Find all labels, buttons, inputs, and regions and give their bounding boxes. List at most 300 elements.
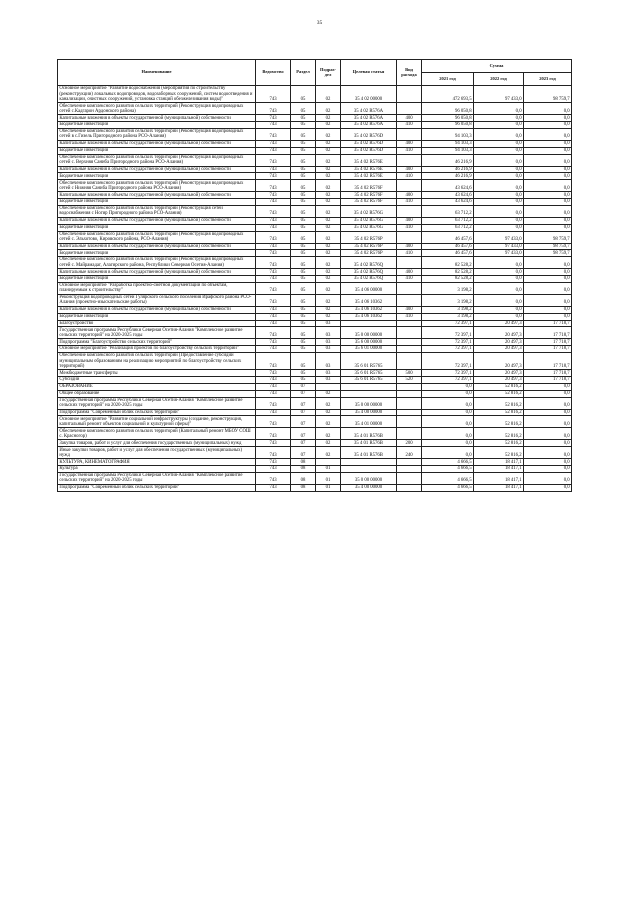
table-row <box>58 428 572 440</box>
cell-name: Бюджетные инвестиции <box>58 147 256 154</box>
cell-expense <box>397 327 422 339</box>
cell-section: 05 <box>291 306 316 313</box>
cell-ministry: 743 <box>256 147 291 154</box>
table-row <box>58 320 572 327</box>
cell-target <box>341 383 397 390</box>
cell-2023: 0,0 <box>524 397 572 409</box>
cell-expense: 410 <box>397 224 422 231</box>
cell-target: 35 4 00 00000 <box>341 484 397 491</box>
cell-subsection: 03 <box>316 377 341 384</box>
cell-target: 35 4 02 R576D <box>341 147 397 154</box>
cell-target: 35 4 02 R576F <box>341 192 397 199</box>
cell-2021: 63 712,2 <box>422 224 474 231</box>
cell-ministry: 743 <box>256 428 291 440</box>
table-row <box>58 459 572 466</box>
cell-2023: 0,0 <box>524 217 572 224</box>
cell-ministry: 743 <box>256 128 291 140</box>
cell-expense <box>397 320 422 327</box>
cell-2023: 17 718,7 <box>524 327 572 339</box>
cell-2022: 20 497,3 <box>474 339 524 346</box>
cell-2021: 46 216,9 <box>422 166 474 173</box>
table-row <box>58 205 572 217</box>
cell-subsection: 02 <box>316 294 341 306</box>
cell-section: 05 <box>291 122 316 129</box>
cell-expense: 400 <box>397 269 422 276</box>
cell-section: 08 <box>291 484 316 491</box>
cell-name: Государственная программа Республики Северная Осетия-Алания "Комплексное развитие сельских территорий" на 2020-2025 годы <box>58 327 256 339</box>
cell-ministry: 743 <box>256 276 291 283</box>
table-row <box>58 180 572 192</box>
cell-2022: 52 816,2 <box>474 416 524 428</box>
cell-target: 35 4 06 10362 <box>341 306 397 313</box>
cell-2023: 0,0 <box>524 154 572 166</box>
cell-2023: 0,0 <box>524 269 572 276</box>
cell-section: 05 <box>291 180 316 192</box>
cell-name: Обеспечение комплексного развития сельских территорий (Реконструкция водопроводных сетей с Нижняя Саниба Пригородного района РСО-Алания) <box>58 180 256 192</box>
cell-2022: 0,0 <box>474 217 524 224</box>
cell-section: 05 <box>291 115 316 122</box>
table-row <box>58 353 572 370</box>
table-row <box>58 140 572 147</box>
cell-2021: 46 457,6 <box>422 231 474 243</box>
table-body <box>58 86 572 492</box>
cell-target: 35 6 01 R5765 <box>341 370 397 377</box>
cell-expense <box>397 180 422 192</box>
cell-subsection: 03 <box>316 353 341 370</box>
cell-subsection: 02 <box>316 115 341 122</box>
table-row <box>58 313 572 320</box>
cell-subsection: 02 <box>316 147 341 154</box>
cell-2021: 0,0 <box>422 383 474 390</box>
cell-2022: 52 816,2 <box>474 409 524 416</box>
cell-ministry: 743 <box>256 250 291 257</box>
cell-2022: 0,0 <box>474 128 524 140</box>
table-row <box>58 276 572 283</box>
cell-2021: 63 712,2 <box>422 205 474 217</box>
cell-subsection: 02 <box>316 128 341 140</box>
cell-2023: 0,0 <box>524 459 572 466</box>
cell-ministry: 743 <box>256 353 291 370</box>
cell-2023: 0,0 <box>524 306 572 313</box>
cell-ministry: 743 <box>256 166 291 173</box>
cell-2022: 52 816,2 <box>474 447 524 459</box>
cell-expense: 400 <box>397 306 422 313</box>
cell-2023: 98 759,7 <box>524 86 572 103</box>
cell-name: Межбюджетные трансферты <box>58 370 256 377</box>
table-row <box>58 122 572 129</box>
header-2022: 2022 год <box>474 73 524 86</box>
cell-2022: 0,0 <box>474 306 524 313</box>
cell-section: 08 <box>291 459 316 466</box>
cell-subsection: 03 <box>316 327 341 339</box>
cell-expense <box>397 383 422 390</box>
cell-ministry: 743 <box>256 140 291 147</box>
cell-expense <box>397 205 422 217</box>
cell-name: Государственная программа Республики Северная Осетия-Алания "Комплексное развитие сельских территорий" на 2020-2025 годы <box>58 472 256 484</box>
cell-subsection: 01 <box>316 484 341 491</box>
cell-section: 07 <box>291 409 316 416</box>
cell-2023: 17 718,7 <box>524 346 572 353</box>
cell-expense <box>397 428 422 440</box>
cell-name: КУЛЬТУРА, КИНЕМАТОГРАФИЯ <box>58 459 256 466</box>
cell-target: 35 4 02 R576Q <box>341 276 397 283</box>
cell-2023: 0,0 <box>524 484 572 491</box>
header-2021: 2021 год <box>422 73 474 86</box>
cell-section: 07 <box>291 383 316 390</box>
cell-2021: 96 050,8 <box>422 115 474 122</box>
table-row <box>58 409 572 416</box>
cell-expense <box>397 294 422 306</box>
table-row <box>58 154 572 166</box>
cell-2021: 46 457,6 <box>422 250 474 257</box>
cell-ministry: 743 <box>256 409 291 416</box>
cell-name: Обеспечение комплексного развития сельских территорий (Предоставление субсидий муниципальным образованиям на реализацию мероприятий по благоустройству сельских территорий) <box>58 353 256 370</box>
cell-ministry: 743 <box>256 484 291 491</box>
cell-2022: 0,0 <box>474 224 524 231</box>
cell-subsection: 02 <box>316 166 341 173</box>
cell-ministry: 743 <box>256 416 291 428</box>
cell-section: 07 <box>291 390 316 397</box>
cell-subsection: 02 <box>316 313 341 320</box>
cell-target: 35 4 06 10362 <box>341 313 397 320</box>
cell-2021: 0,0 <box>422 440 474 447</box>
cell-expense <box>397 416 422 428</box>
table-row <box>58 466 572 473</box>
cell-2021: 0,0 <box>422 447 474 459</box>
cell-subsection: 02 <box>316 154 341 166</box>
cell-ministry: 743 <box>256 370 291 377</box>
cell-2021: 0,0 <box>422 397 474 409</box>
cell-2022: 0,0 <box>474 257 524 269</box>
cell-target: 35 0 00 00000 <box>341 397 397 409</box>
cell-2022: 0,0 <box>474 294 524 306</box>
cell-expense <box>397 282 422 294</box>
cell-2022: 20 497,3 <box>474 327 524 339</box>
cell-section: 05 <box>291 339 316 346</box>
cell-name: Обеспечение комплексного развития сельских территорий (Реконструкция водопроводных сетей в с.Гизель Пригородного района РСО-Алания) <box>58 128 256 140</box>
cell-subsection: 02 <box>316 243 341 250</box>
header-expense: Вид расхода <box>397 60 422 86</box>
cell-name: Обеспечение комплексного развития сельских территорий (Реконструкция водопроводных сетей с. Майрамадаг, Алагирского района, Республики Северная Осетия-Алания) <box>58 257 256 269</box>
cell-target: 35 6 00 00000 <box>341 339 397 346</box>
cell-target: 35 4 02 R576A <box>341 122 397 129</box>
cell-2023: 0,0 <box>524 428 572 440</box>
cell-2023: 0,0 <box>524 103 572 115</box>
table-row <box>58 294 572 306</box>
cell-target: 35 4 02 R576D <box>341 140 397 147</box>
cell-ministry: 743 <box>256 86 291 103</box>
header-section: Раздел <box>291 60 316 86</box>
cell-2023: 0,0 <box>524 409 572 416</box>
cell-2023: 0,0 <box>524 383 572 390</box>
cell-name: Капитальные вложения в объекты государственной (муниципальной) собственности <box>58 306 256 313</box>
cell-expense <box>397 154 422 166</box>
cell-expense <box>397 86 422 103</box>
cell-expense: 400 <box>397 192 422 199</box>
cell-expense <box>397 390 422 397</box>
cell-2022: 0,0 <box>474 205 524 217</box>
cell-section: 05 <box>291 243 316 250</box>
cell-expense <box>397 409 422 416</box>
header-ministry: Ведомство <box>256 60 291 86</box>
header-sum: Сумма <box>422 60 572 73</box>
cell-2023: 17 718,7 <box>524 370 572 377</box>
cell-2023: 0,0 <box>524 276 572 283</box>
cell-ministry: 743 <box>256 257 291 269</box>
cell-target: 35 4 02 R576E <box>341 154 397 166</box>
header-name: Наименование <box>58 60 256 86</box>
cell-section: 05 <box>291 154 316 166</box>
cell-2023: 0,0 <box>524 294 572 306</box>
table-row <box>58 339 572 346</box>
table-row <box>58 86 572 103</box>
cell-2023: 0,0 <box>524 472 572 484</box>
cell-name: Бюджетные инвестиции <box>58 250 256 257</box>
cell-ministry: 743 <box>256 173 291 180</box>
cell-2022: 0,0 <box>474 115 524 122</box>
header-subsection: Подраз-дел <box>316 60 341 86</box>
table-row <box>58 166 572 173</box>
table-row <box>58 269 572 276</box>
cell-expense <box>397 484 422 491</box>
cell-subsection <box>316 383 341 390</box>
cell-expense: 410 <box>397 250 422 257</box>
cell-2021: 96 050,8 <box>422 122 474 129</box>
cell-expense: 400 <box>397 243 422 250</box>
table-row <box>58 128 572 140</box>
cell-target: 35 4 02 R576Q <box>341 257 397 269</box>
cell-2021: 4 666,5 <box>422 459 474 466</box>
cell-subsection: 02 <box>316 192 341 199</box>
cell-subsection: 03 <box>316 346 341 353</box>
cell-ministry: 743 <box>256 205 291 217</box>
cell-subsection: 02 <box>316 231 341 243</box>
cell-2022: 0,0 <box>474 269 524 276</box>
cell-name: Капитальные вложения в объекты государственной (муниципальной) собственности <box>58 192 256 199</box>
cell-2022: 18 417,1 <box>474 484 524 491</box>
cell-ministry: 743 <box>256 377 291 384</box>
cell-2023: 0,0 <box>524 140 572 147</box>
cell-2023: 0,0 <box>524 180 572 192</box>
cell-2022: 20 497,3 <box>474 353 524 370</box>
cell-ministry: 743 <box>256 269 291 276</box>
cell-expense <box>397 397 422 409</box>
table-row <box>58 217 572 224</box>
cell-subsection: 02 <box>316 180 341 192</box>
cell-ministry: 743 <box>256 115 291 122</box>
table-row <box>58 377 572 384</box>
budget-table <box>57 59 572 492</box>
cell-2021: 4 666,5 <box>422 484 474 491</box>
header-target: Целевая статья <box>341 60 397 86</box>
cell-expense: 410 <box>397 173 422 180</box>
cell-2022: 0,0 <box>474 199 524 206</box>
cell-2022: 0,0 <box>474 192 524 199</box>
cell-2021: 46 457,6 <box>422 243 474 250</box>
cell-2022: 0,0 <box>474 276 524 283</box>
cell-section: 05 <box>291 353 316 370</box>
cell-2023: 0,0 <box>524 199 572 206</box>
table-row <box>58 327 572 339</box>
cell-target: 35 4 01 R576B <box>341 428 397 440</box>
cell-section: 05 <box>291 128 316 140</box>
cell-target <box>341 320 397 327</box>
cell-subsection: 02 <box>316 440 341 447</box>
cell-ministry: 743 <box>256 383 291 390</box>
cell-2022: 97 433,0 <box>474 86 524 103</box>
cell-2021: 0,0 <box>422 428 474 440</box>
cell-ministry: 743 <box>256 440 291 447</box>
cell-subsection: 03 <box>316 370 341 377</box>
cell-name: Закупка товаров, работ и услуг для обеспечения государственных (муниципальных) нужд <box>58 440 256 447</box>
cell-ministry: 743 <box>256 199 291 206</box>
cell-ministry: 743 <box>256 224 291 231</box>
cell-2021: 72 397,1 <box>422 353 474 370</box>
cell-section: 05 <box>291 370 316 377</box>
cell-2023: 17 718,7 <box>524 353 572 370</box>
cell-section: 05 <box>291 103 316 115</box>
cell-target: 35 4 02 R576P <box>341 250 397 257</box>
cell-target: 35 4 02 R576G <box>341 224 397 231</box>
cell-target: 35 6 01 R5765 <box>341 353 397 370</box>
table-row <box>58 390 572 397</box>
cell-2022: 0,0 <box>474 122 524 129</box>
cell-target: 35 4 02 R576D <box>341 128 397 140</box>
cell-subsection: 02 <box>316 224 341 231</box>
cell-ministry: 743 <box>256 243 291 250</box>
table-row <box>58 282 572 294</box>
cell-2021: 72 397,1 <box>422 320 474 327</box>
cell-section: 05 <box>291 250 316 257</box>
cell-2023: 0,0 <box>524 447 572 459</box>
cell-2023: 0,0 <box>524 257 572 269</box>
cell-2022: 52 816,2 <box>474 397 524 409</box>
cell-2022: 18 417,1 <box>474 459 524 466</box>
cell-subsection: 02 <box>316 282 341 294</box>
cell-expense: 240 <box>397 447 422 459</box>
cell-2022: 20 497,3 <box>474 370 524 377</box>
cell-section: 07 <box>291 416 316 428</box>
table-row <box>58 224 572 231</box>
cell-2021: 46 216,9 <box>422 173 474 180</box>
table-row <box>58 306 572 313</box>
cell-2021: 94 103,3 <box>422 140 474 147</box>
cell-section: 05 <box>291 294 316 306</box>
cell-2022: 52 816,2 <box>474 440 524 447</box>
cell-2022: 0,0 <box>474 173 524 180</box>
page-number: 35 <box>316 20 323 26</box>
cell-ministry: 743 <box>256 327 291 339</box>
cell-expense: 410 <box>397 147 422 154</box>
cell-2021: 43 624,6 <box>422 199 474 206</box>
cell-2021: 72 397,1 <box>422 377 474 384</box>
cell-subsection <box>316 459 341 466</box>
table-row <box>58 243 572 250</box>
cell-section: 07 <box>291 397 316 409</box>
cell-target: 35 4 02 R576Q <box>341 269 397 276</box>
cell-ministry: 743 <box>256 122 291 129</box>
cell-2022: 97 433,0 <box>474 250 524 257</box>
cell-name: Обеспечение комплексного развития сельских территорий (Реконструкция водопроводных сетей с. Верхняя Саниба Пригородного района РСО-Алания) <box>58 154 256 166</box>
cell-2021: 72 397,1 <box>422 370 474 377</box>
cell-section: 05 <box>291 86 316 103</box>
cell-section: 05 <box>291 231 316 243</box>
cell-ministry: 743 <box>256 346 291 353</box>
cell-target: 35 4 00 00000 <box>341 409 397 416</box>
cell-name: Подпрограмма "Современный облик сельских территорий" <box>58 484 256 491</box>
cell-name: Бюджетные инвестиции <box>58 173 256 180</box>
cell-subsection: 01 <box>316 466 341 473</box>
cell-expense: 520 <box>397 377 422 384</box>
cell-2021: 63 712,2 <box>422 217 474 224</box>
cell-target: 35 4 06 10362 <box>341 294 397 306</box>
cell-name: Субсидии <box>58 377 256 384</box>
cell-target: 35 6 01 00000 <box>341 346 397 353</box>
cell-2021: 0,0 <box>422 409 474 416</box>
cell-expense <box>397 472 422 484</box>
cell-section: 05 <box>291 217 316 224</box>
cell-target: 35 0 00 00000 <box>341 327 397 339</box>
cell-name: Общее образование <box>58 390 256 397</box>
cell-section: 05 <box>291 224 316 231</box>
cell-name: Иные закупки товаров, работ и услуг для обеспечения государственных (муниципальных) нужд <box>58 447 256 459</box>
cell-2023: 0,0 <box>524 440 572 447</box>
cell-subsection: 02 <box>316 306 341 313</box>
cell-name: Реконструкция водопроводных сетей Гулярского сельского поселения Ирафского района РСО-Алания (проектно-изыскательские работы) <box>58 294 256 306</box>
cell-subsection: 02 <box>316 409 341 416</box>
cell-expense <box>397 231 422 243</box>
cell-target: 35 4 02 R576F <box>341 180 397 192</box>
cell-2021: 82 528,2 <box>422 269 474 276</box>
cell-2021: 3 198,2 <box>422 306 474 313</box>
cell-expense <box>397 128 422 140</box>
cell-name: Капитальные вложения в объекты государственной (муниципальной) собственности <box>58 243 256 250</box>
cell-2021: 0,0 <box>422 416 474 428</box>
cell-subsection: 02 <box>316 199 341 206</box>
cell-name: Основное мероприятие "Разработка проектно-сметной документации по объектам, планируемым к строительству" <box>58 282 256 294</box>
cell-expense <box>397 339 422 346</box>
cell-ministry: 743 <box>256 217 291 224</box>
cell-ministry: 743 <box>256 339 291 346</box>
cell-expense: 400 <box>397 166 422 173</box>
table-row <box>58 447 572 459</box>
cell-ministry: 743 <box>256 390 291 397</box>
cell-expense: 400 <box>397 217 422 224</box>
cell-2023: 0,0 <box>524 122 572 129</box>
cell-subsection: 02 <box>316 428 341 440</box>
cell-ministry: 743 <box>256 294 291 306</box>
cell-ministry: 743 <box>256 282 291 294</box>
cell-subsection: 02 <box>316 276 341 283</box>
cell-name: Бюджетные инвестиции <box>58 313 256 320</box>
cell-2021: 43 624,6 <box>422 192 474 199</box>
cell-2021: 72 397,1 <box>422 327 474 339</box>
cell-subsection: 02 <box>316 103 341 115</box>
table-row <box>58 416 572 428</box>
cell-name: Обеспечение комплексного развития сельских территорий (Реконструкция водопроводных сетей с. Эльхотово, Кировского района, РСО-Алания) <box>58 231 256 243</box>
cell-2021: 0,0 <box>422 390 474 397</box>
cell-2021: 4 666,5 <box>422 472 474 484</box>
table-row <box>58 231 572 243</box>
table-row <box>58 257 572 269</box>
cell-name: Капитальные вложения в объекты государственной (муниципальной) собственности <box>58 217 256 224</box>
cell-ministry: 743 <box>256 472 291 484</box>
cell-name: Благоустройство <box>58 320 256 327</box>
cell-target <box>341 390 397 397</box>
cell-2021: 82 528,2 <box>422 257 474 269</box>
cell-2023: 0,0 <box>524 224 572 231</box>
cell-expense: 500 <box>397 370 422 377</box>
